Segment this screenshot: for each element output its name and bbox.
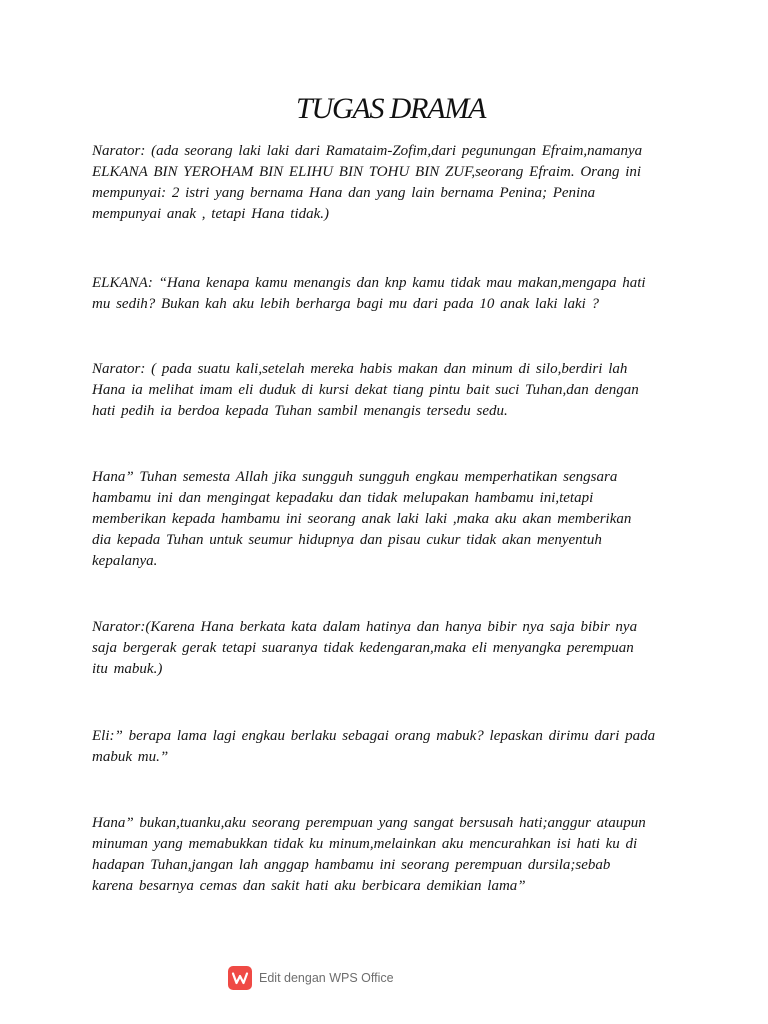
text-line: Narator:(Karena Hana berkata kata dalam hatinya dan hanya bibir nya saja bibir nya [92,619,638,635]
text-line: Hana ia melihat imam eli duduk di kursi dekat tiang pintu bait suci Tuhan,dan dengan [92,382,639,398]
document-title: TUGAS DRAMA [296,92,486,125]
text-line: mu sedih? Bukan kah aku lebih berharga bagi mu dari pada 10 anak laki laki ? [92,296,600,312]
narrator-paragraph-3 [92,617,637,680]
eli-dialogue [92,726,655,768]
text-line: Hana” bukan,tuanku,aku seorang perempuan yang sangat bersusah hati;anggur ataupun [92,815,646,831]
text-line: Eli:” berapa lama lagi engkau berlaku sebagai orang mabuk? lepaskan dirimu dari pada [92,728,656,744]
text-line: ELKANA BIN YEROHAM BIN ELIHU BIN TOHU BIN ZUF,seorang Efraim. Orang ini [92,164,642,180]
text-line: saja bergerak gerak tetapi suaranya tidak kedengaran,maka eli menyangka perempuan [92,640,634,656]
text-line: itu mabuk.) [92,661,163,677]
hana-dialogue-1 [92,467,631,572]
text-line: Narator: (ada seorang laki laki dari Ramataim-Zofim,dari pegunungan Efraim,namanya [92,143,643,159]
text-line: mempunyai: 2 istri yang bernama Hana dan yang lain bernama Penina; Penina [92,185,596,201]
text-line: mabuk mu.” [92,749,169,765]
text-line: hati pedih ia berdoa kepada Tuhan sambil menangis tersedu sedu. [92,403,508,419]
text-line: ELKANA: “Hana kenapa kamu menangis dan knp kamu tidak mau makan,mengapa hati [92,275,646,291]
narrator-paragraph-2 [92,359,639,422]
text-line: dia kepada Tuhan untuk seumur hidupnya dan pisau cukur tidak akan menyentuh [92,532,602,548]
wps-logo-icon [228,966,252,990]
text-line: hadapan Tuhan,jangan lah anggap hambamu ini seorang perempuan dursila;sebab [92,857,611,873]
wps-edit-watermark [228,966,394,990]
text-line: karena besarnya cemas dan sakit hati aku berbicara demikian lama” [92,878,526,894]
text-line: kepalanya. [92,553,158,569]
text-line: Hana” Tuhan semesta Allah jika sungguh sungguh engkau memperhatikan sengsara [92,469,618,485]
narrator-paragraph-1 [92,141,642,225]
text-line: mempunyai anak , tetapi Hana tidak.) [92,206,330,222]
elkana-dialogue [92,273,646,315]
text-line: minuman yang memabukkan tidak ku minum,melainkan aku mencurahkan isi hati ku di [92,836,638,852]
text-line: Narator: ( pada suatu kali,setelah mereka habis makan dan minum di silo,berdiri lah [92,361,628,377]
text-line: memberikan kepada hambamu ini seorang anak laki laki ,maka aku akan memberikan [92,511,632,527]
text-line: hambamu ini dan mengingat kepadaku dan tidak melupakan hambamu ini,tetapi [92,490,594,506]
wps-edit-label: Edit dengan WPS Office [259,971,394,985]
hana-dialogue-2 [92,813,646,897]
